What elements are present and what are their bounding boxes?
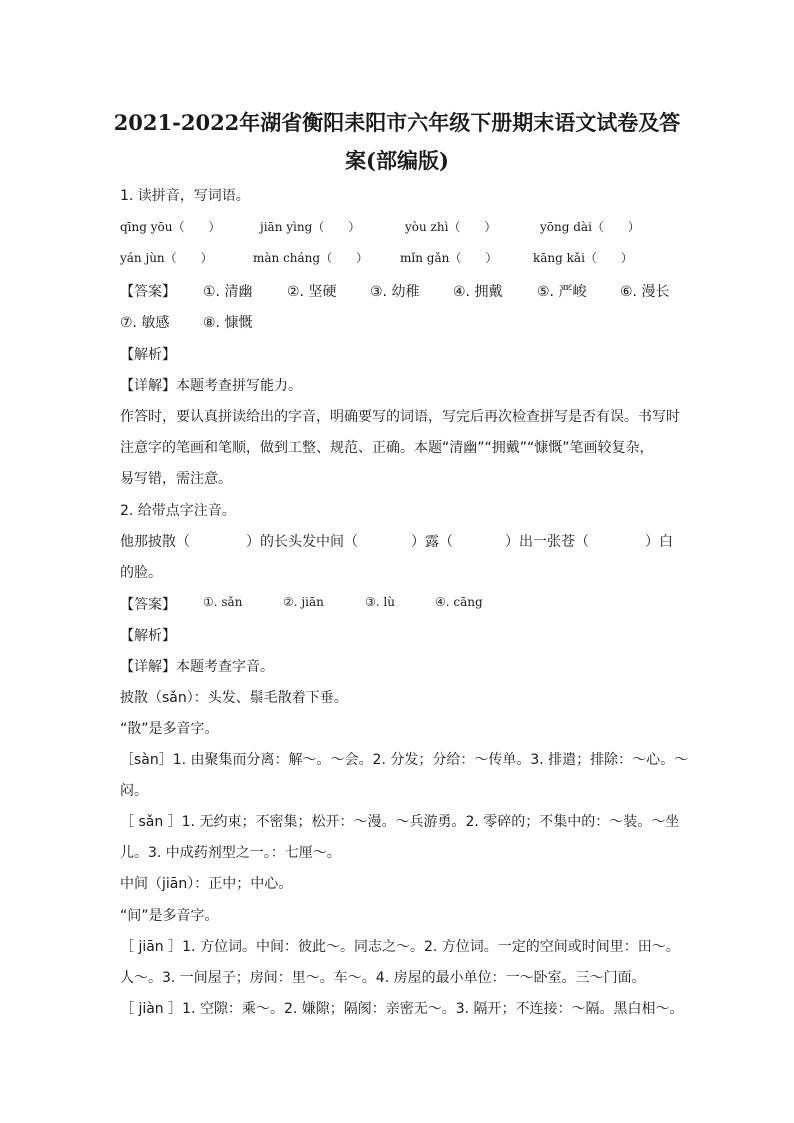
q2-sentence-part4: ）出一张苍（ — [505, 534, 589, 550]
q1-pinyin-6: màn cháng（ ） — [253, 251, 369, 265]
document-title-line1: 2021-2022年湖省衡阳耒阳市六年级下册期末语文试卷及答 — [113, 110, 681, 135]
q2-answer-label: 【答案】 — [120, 597, 176, 613]
q1-answer-7: ⑦. 敏感 — [120, 315, 170, 331]
q2-line-5: ［ sǎn ］1. 无约束；不密集；松开：～漫。～兵游勇。2. 零碎的；不集中的：～装。～坐 — [120, 814, 680, 830]
q2-line-3: ［sàn］1. 由聚集而分离：解～。～会。2. 分发；分给：～传单。3. 排遣；排除：～心。～ — [120, 752, 689, 768]
q1-answer-label: 【答案】 — [120, 284, 176, 300]
q1-pinyin-7: mǐn gǎn（ ） — [400, 251, 498, 265]
document-title-line2: 案(部编版) — [345, 148, 449, 173]
q1-para-line2: 注意字的笔画和笔顺，做到工整、规范、正确。本题“清幽”“拥戴”“慷慨”笔画较复杂， — [120, 440, 654, 456]
q1-pinyin-8: kāng kǎi（ ） — [533, 251, 633, 265]
q1-pinyin-3: yòu zhì（ ） — [405, 220, 497, 234]
q1-answer-1: ①. 清幽 — [203, 284, 253, 300]
q2-line-9: ［ jiān ］1. 方位词。中间：彼此～。同志之～。2. 方位词。一定的空间或时间里：田～。 — [120, 939, 680, 955]
q2-sentence-end: 的脸。 — [120, 565, 162, 581]
q1-para-line1: 作答时，要认真拼读给出的字音，明确要写的词语，写完后再次检查拼写是否有误。书写时 — [120, 409, 680, 425]
q1-pinyin-4: yōng dài（ ） — [540, 220, 640, 234]
q2-line-6: 儿。3. 中成药剂型之一。：七厘～。 — [120, 845, 341, 861]
q1-answer-5: ⑤. 严峻 — [537, 284, 587, 300]
q2-line-7: 中间（jiān）：正中；中心。 — [120, 876, 293, 892]
q1-pinyin-2: jiān yìng（ ） — [260, 220, 361, 234]
q2-line-2: “散”是多音字。 — [120, 721, 219, 737]
q2-sentence-part3: ）露（ — [411, 534, 453, 550]
q2-answer-2: ②. jiān — [283, 595, 324, 609]
q2-detail: 【详解】本题考查字音。 — [120, 659, 274, 675]
q2-line-11: ［ jiàn ］1. 空隙：乘～。2. 嫌隙；隔阂：亲密无～。3. 隔开；不连接：～隔。黑白相～。 — [120, 1001, 684, 1017]
q2-sentence-part1: 他那披散（ — [120, 534, 190, 550]
q2-analysis-label: 【解析】 — [120, 628, 176, 644]
q2-sentence-part2: ）的长头发中间（ — [246, 534, 358, 550]
q1-analysis-label: 【解析】 — [120, 347, 176, 363]
q2-line-8: “间”是多音字。 — [120, 908, 219, 924]
q2-sentence-part5: ）白 — [645, 534, 673, 550]
q1-answer-2: ②. 坚硬 — [287, 284, 337, 300]
q2-answer-3: ③. lù — [365, 595, 395, 609]
q2-answer-1: ①. sǎn — [203, 595, 243, 609]
q1-answer-4: ④. 拥戴 — [453, 284, 503, 300]
q1-answer-8: ⑧. 慷慨 — [203, 315, 253, 331]
q2-line-4: 闷。 — [120, 783, 148, 799]
q1-pinyin-1: qīng yōu（ ） — [120, 220, 221, 234]
q2-line-10: 人～。3. 一间屋子；房间：里～。车～。4. 房屋的最小单位：一～卧室。三～门面。 — [120, 970, 646, 986]
q1-question: 1. 读拼音，写词语。 — [120, 188, 250, 204]
q1-pinyin-5: yán jùn（ ） — [120, 251, 213, 265]
q2-line-1: 披散（sǎn）：头发、鬃毛散着下垂。 — [120, 690, 348, 706]
q2-answer-4: ④. cāng — [435, 595, 483, 609]
q1-detail: 【详解】本题考查拼写能力。 — [120, 378, 302, 394]
q1-answer-6: ⑥. 漫长 — [620, 284, 670, 300]
q1-para-line3: 易写错，需注意。 — [120, 471, 232, 487]
q2-question: 2. 给带点字注音。 — [120, 503, 236, 519]
q1-answer-3: ③. 幼稚 — [370, 284, 420, 300]
